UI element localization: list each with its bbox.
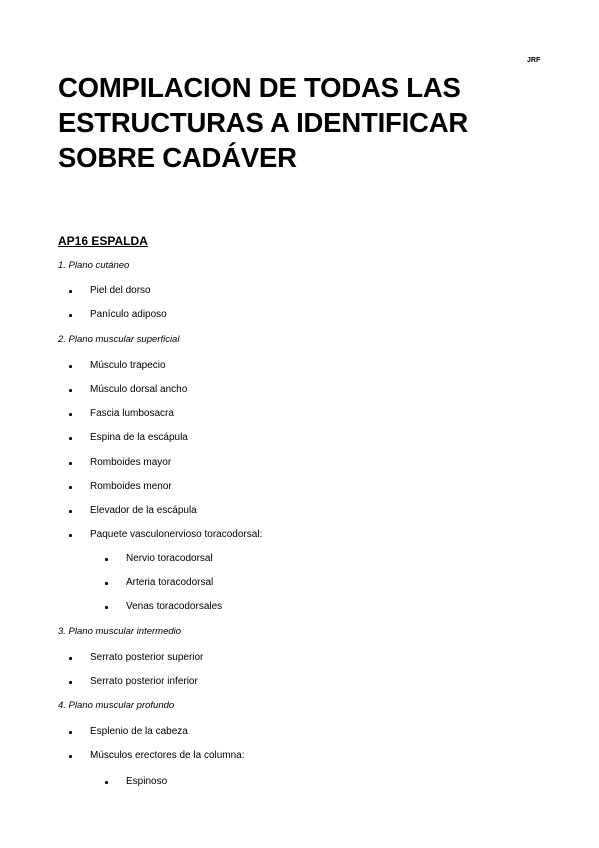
document-title bbox=[58, 70, 558, 175]
list-item: Elevador de la escápula bbox=[90, 505, 197, 516]
bullet-icon bbox=[69, 534, 72, 537]
bullet-icon bbox=[69, 657, 72, 660]
list-item: Esplenio de la cabeza bbox=[90, 726, 188, 737]
list-item: Fascia lumbosacra bbox=[90, 408, 174, 419]
nested-list-item: Arteria toracodorsal bbox=[126, 577, 214, 588]
subsection-label: 1. Plano cutáneo bbox=[58, 260, 130, 271]
bullet-icon bbox=[69, 681, 72, 684]
title-line: SOBRE CADÁVER bbox=[58, 142, 297, 173]
list-item: Serrato posterior inferior bbox=[90, 676, 198, 687]
bullet-icon bbox=[69, 731, 72, 734]
nested-list-item: Venas toracodorsales bbox=[126, 601, 223, 612]
list-item: Romboides menor bbox=[90, 481, 172, 492]
author-initials: JRF bbox=[527, 57, 541, 64]
bullet-icon bbox=[105, 582, 108, 585]
list-item: Romboides mayor bbox=[90, 457, 172, 468]
nested-list-item: Nervio toracodorsal bbox=[126, 553, 213, 564]
bullet-icon bbox=[69, 437, 72, 440]
title-line: ESTRUCTURAS A IDENTIFICAR bbox=[58, 107, 469, 138]
section-heading: AP16 ESPALDA bbox=[58, 234, 148, 248]
bullet-icon bbox=[69, 462, 72, 465]
bullet-icon bbox=[105, 781, 108, 784]
list-item: Músculo trapecio bbox=[90, 360, 166, 371]
bullet-icon bbox=[69, 510, 72, 513]
list-item: Panículo adiposo bbox=[90, 309, 167, 320]
bullet-icon bbox=[69, 290, 72, 293]
bullet-icon bbox=[105, 558, 108, 561]
nested-list-item: Espinoso bbox=[126, 776, 168, 787]
bullet-icon bbox=[105, 606, 108, 609]
subsection-label: 4. Plano muscular profundo bbox=[58, 700, 175, 711]
subsection-label: 2. Plano muscular superficial bbox=[58, 334, 180, 345]
bullet-icon bbox=[69, 365, 72, 368]
list-item: Espina de la escápula bbox=[90, 432, 188, 443]
list-item: Músculos erectores de la columna: bbox=[90, 750, 245, 761]
bullet-icon bbox=[69, 755, 72, 758]
subsection-label: 3. Plano muscular intermedio bbox=[58, 626, 182, 637]
list-item: Paquete vasculonervioso toracodorsal: bbox=[90, 529, 263, 540]
title-line: COMPILACION DE TODAS LAS bbox=[58, 72, 461, 103]
bullet-icon bbox=[69, 486, 72, 489]
bullet-icon bbox=[69, 314, 72, 317]
list-item: Piel del dorso bbox=[90, 285, 151, 296]
bullet-icon bbox=[69, 389, 72, 392]
list-item: Músculo dorsal ancho bbox=[90, 384, 188, 395]
bullet-icon bbox=[69, 413, 72, 416]
list-item: Serrato posterior superior bbox=[90, 652, 204, 663]
